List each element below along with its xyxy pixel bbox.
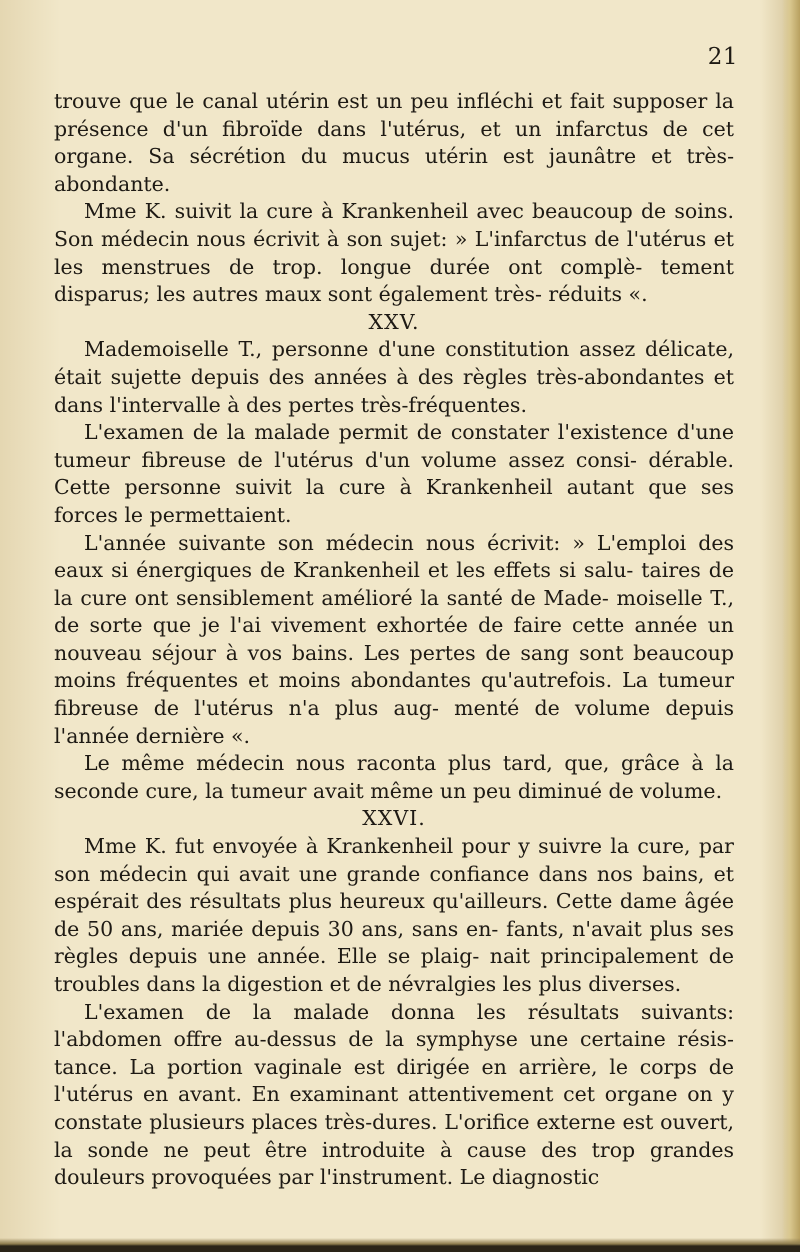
section-heading: XXVI.: [362, 806, 426, 831]
body-text: [54, 88, 734, 1192]
page-bottom-edge: [0, 1238, 800, 1252]
paragraph: Mademoiselle T., personne d'une constitution assez délicate, était sujette depuis des années à des règles très-abondantes et dans l'intervalle à des pertes très-fréquentes.: [54, 337, 734, 417]
paragraph: L'examen de la malade permit de constater l'existence d'une tumeur fibreuse de l'utérus d'un volume assez consi- dérable. Cette personne suivit la cure à Krankenheil autant que ses forces le permettaient.: [54, 420, 734, 527]
page-edge-shadow: [782, 0, 800, 1252]
paragraph: Mme K. fut envoyée à Krankenheil pour y suivre la cure, par son médecin qui avait une grande confiance dans nos bains, et espérait des résultats plus heureux qu'ailleurs. Cette dame âgée de 50 ans, mariée depuis 30 ans, sans en- fants, n'avait plus ses règles depuis une année. Elle se plaig- nait principalement de troubles dans la digestion et de névralgies les plus diverses.: [54, 834, 734, 996]
paragraph: L'examen de la malade donna les résultats suivants: l'abdomen offre au-dessus de la symphyse une certaine résis- tance. La portion vaginale est dirigée en arrière, le corps de l'utérus en avant. En examinant attentivement cet organe on y constate plusieurs places très-dures. L'orifice externe est ouvert, la sonde ne peut être introduite à cause des trop grandes douleurs provoquées par l'instrument. Le diagnostic: [54, 999, 734, 1190]
paragraph: Mme K. suivit la cure à Krankenheil avec beaucoup de soins. Son médecin nous écrivit à son sujet: » L'infarctus de l'utérus et les menstrues de trop. longue durée ont complè- tement disparus; les autres maux sont également très- réduits «.: [54, 199, 734, 307]
section-heading: XXV.: [368, 309, 420, 334]
paragraph: L'année suivante son médecin nous écrivit: » L'emploi des eaux si énergiques de Krankenheil et les effets si salu- taires de la cure ont sensiblement amélioré la santé de Made- moiselle T., de sorte que je l'ai vivement exhortée de faire cette année un nouveau séjour à vos bains. Les pertes de sang sont beaucoup moins fréquentes et moins abondantes qu'autrefois. La tumeur fibreuse de l'utérus n'a plus aug- menté de volume depuis l'année dernière «.: [54, 530, 734, 748]
page-number: 21: [707, 44, 738, 70]
paragraph: trouve que le canal utérin est un peu infléchi et fait supposer la présence d'un fibroïde dans l'utérus, et un infarctus de cet organe. Sa sécrétion du mucus utérin est jaunâtre et très-abondante.: [54, 89, 734, 196]
paragraph: Le même médecin nous raconta plus tard, que, grâce à la seconde cure, la tumeur avait même un peu diminué de volume.: [54, 751, 734, 803]
